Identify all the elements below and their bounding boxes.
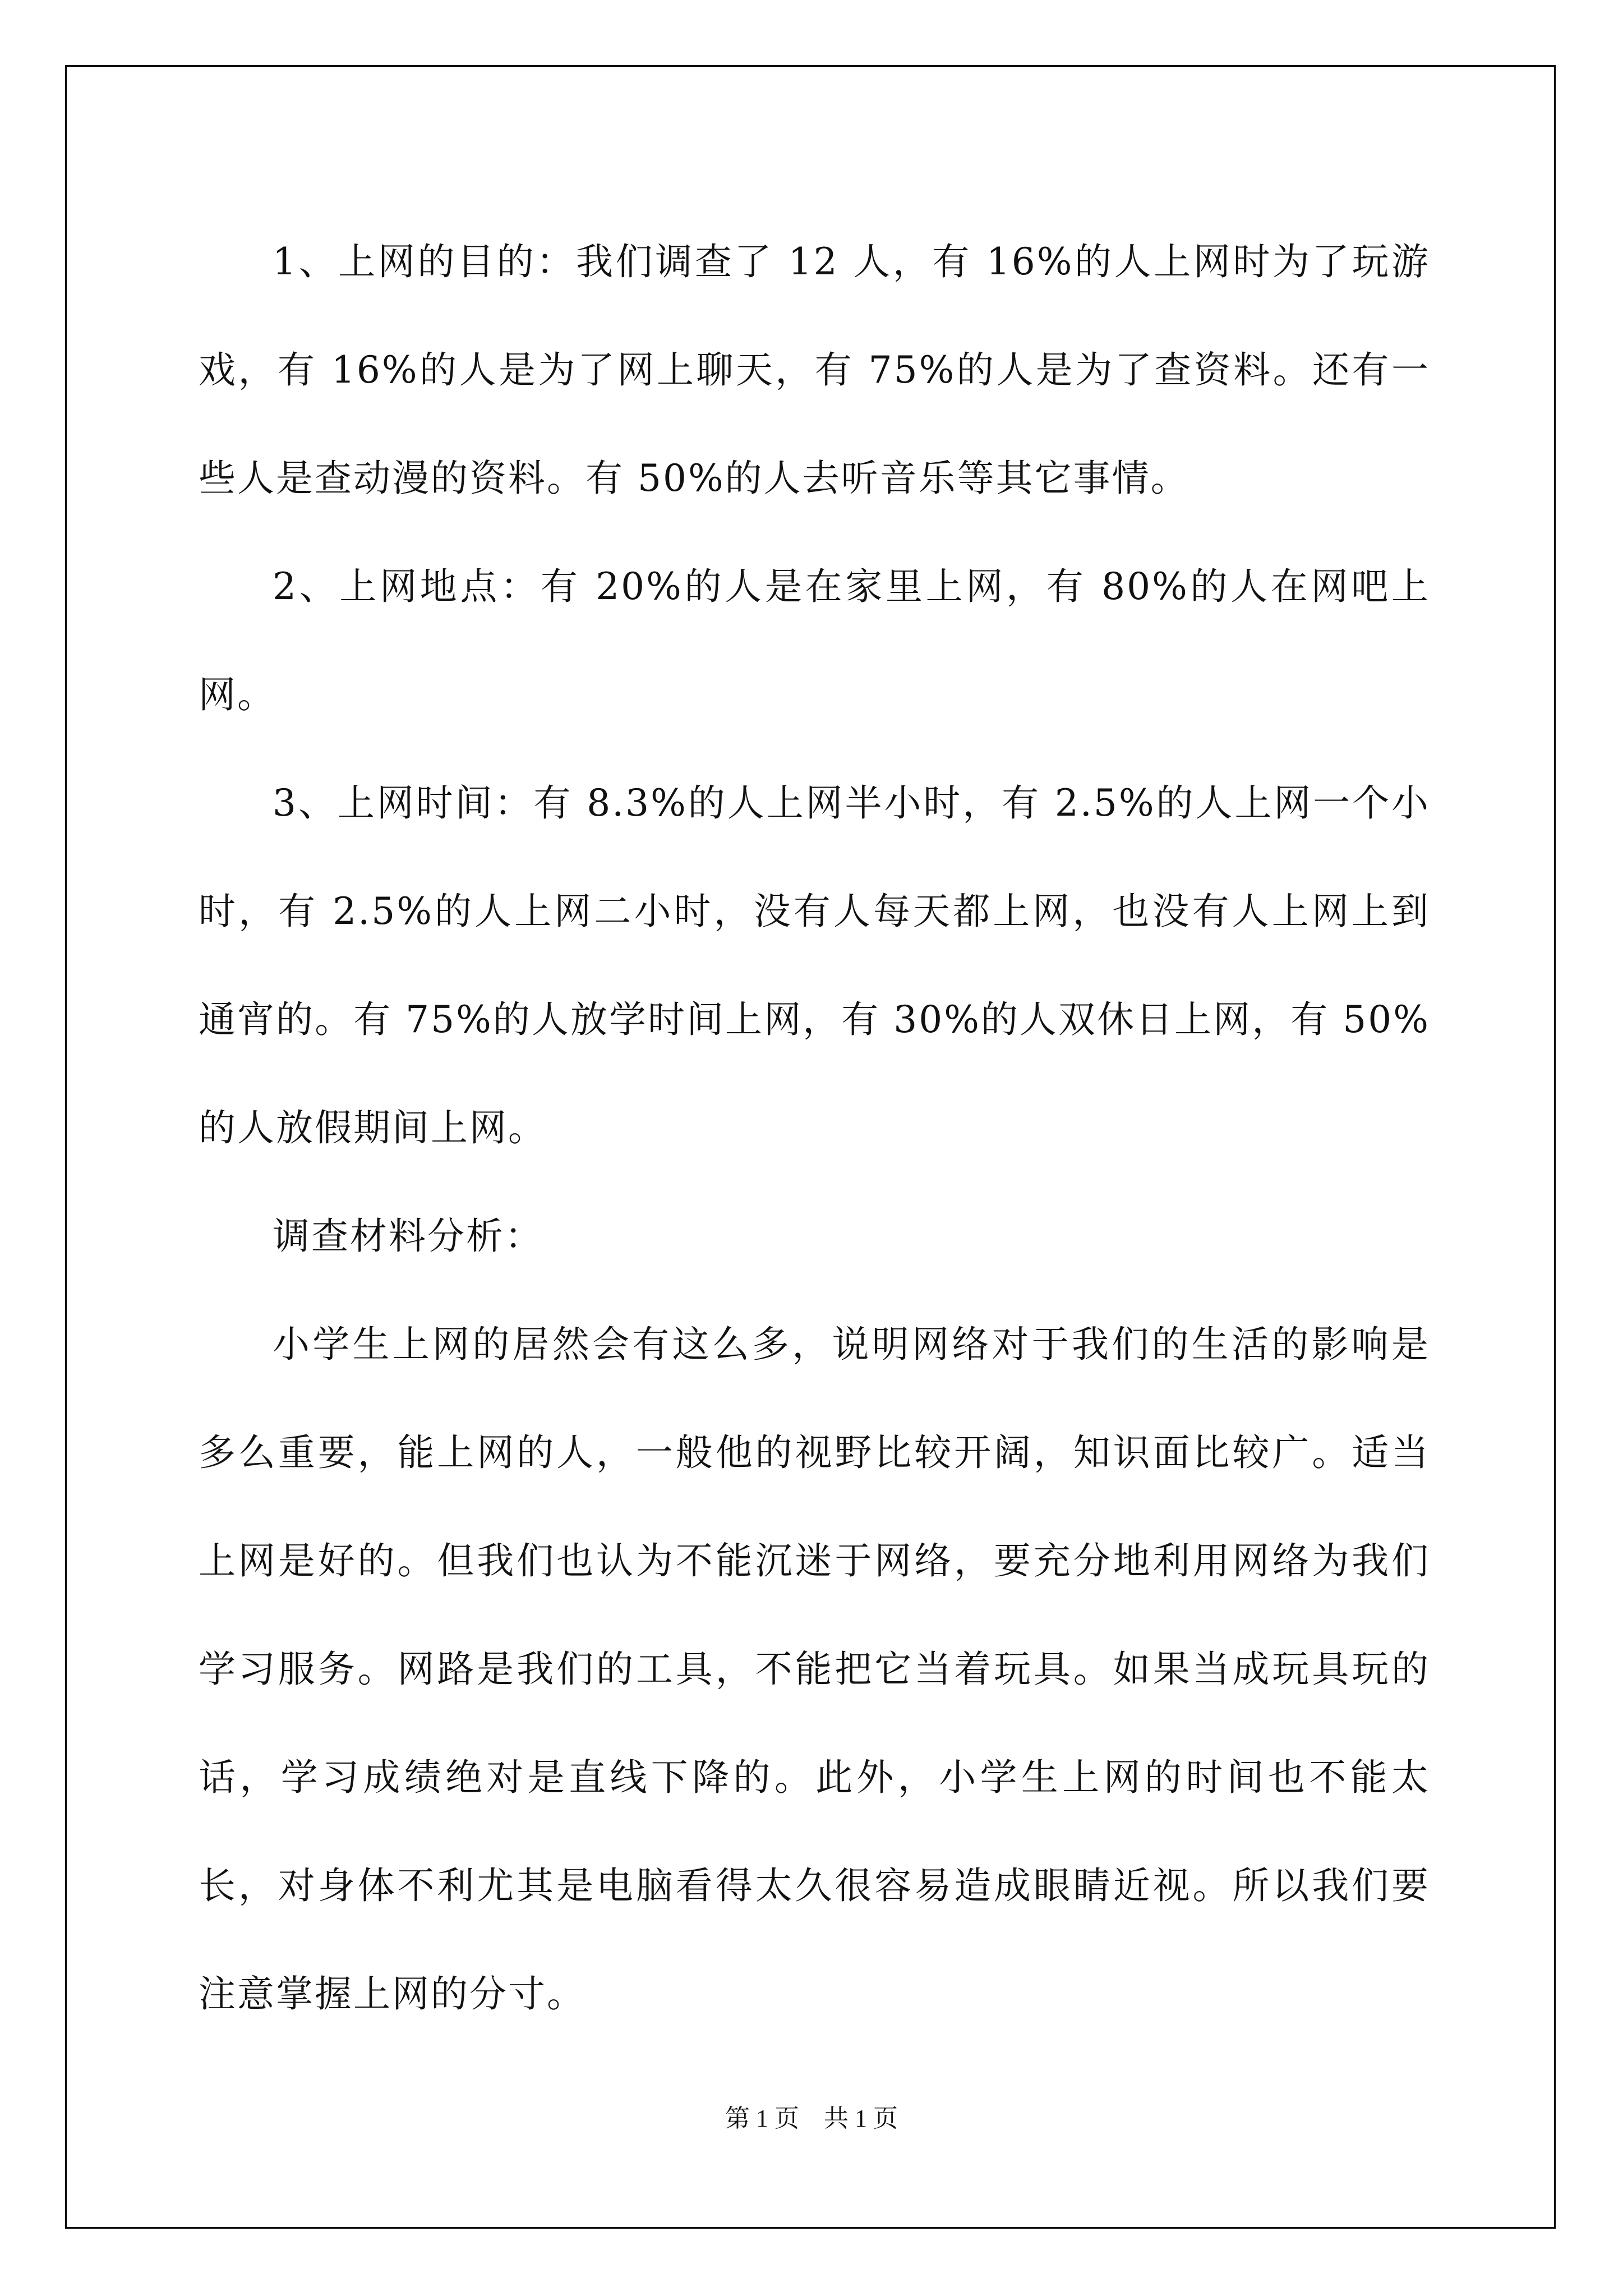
analysis-heading: 调查材料分析： — [273, 1214, 543, 1258]
page-total: 共 1 页 — [824, 2105, 898, 2132]
paragraph-time: 3、上网时间：有 8.3%的人上网半小时，有 2.5%的人上网一个小时，有 2.5%的人上网二小时，没有人每天都上网，也没有人上网上到通宵的。有 75%的人放学时间上网，有 30%的人双休日上网，有 50%的人放假期间上网。 — [199, 781, 1430, 1149]
paragraph-location: 2、上网地点：有 20%的人是在家里上网，有 80%的人在网吧上网。 — [199, 565, 1430, 716]
page-footer — [0, 2098, 1623, 2134]
page-number: 第 1 页 — [725, 2105, 799, 2132]
paragraph-analysis: 小学生上网的居然会有这么多，说明网络对于我们的生活的影响是多么重要，能上网的人，一般他的视野比较开阔，知识面比较广。适当上网是好的。但我们也认为不能沉迷于网络，要充分地利用网络为我们学习服务。网路是我们的工具，不能把它当着玩具。如果当成玩具玩的话，学习成绩绝对是直线下降的。此外，小学生上网的时间也不能太长，对身体不利尤其是电脑看得太久很容易造成眼睛近视。所以我们要注意掌握上网的分寸。 — [199, 1323, 1430, 2016]
paragraph-purpose: 1、上网的目的：我们调查了 12 人，有 16%的人上网时为了玩游戏，有 16%的人是为了网上聊天，有 75%的人是为了查资料。还有一些人是查动漫的资料。有 50%的人去听音乐等其它事情。 — [199, 240, 1430, 500]
document-body — [199, 208, 1430, 2048]
